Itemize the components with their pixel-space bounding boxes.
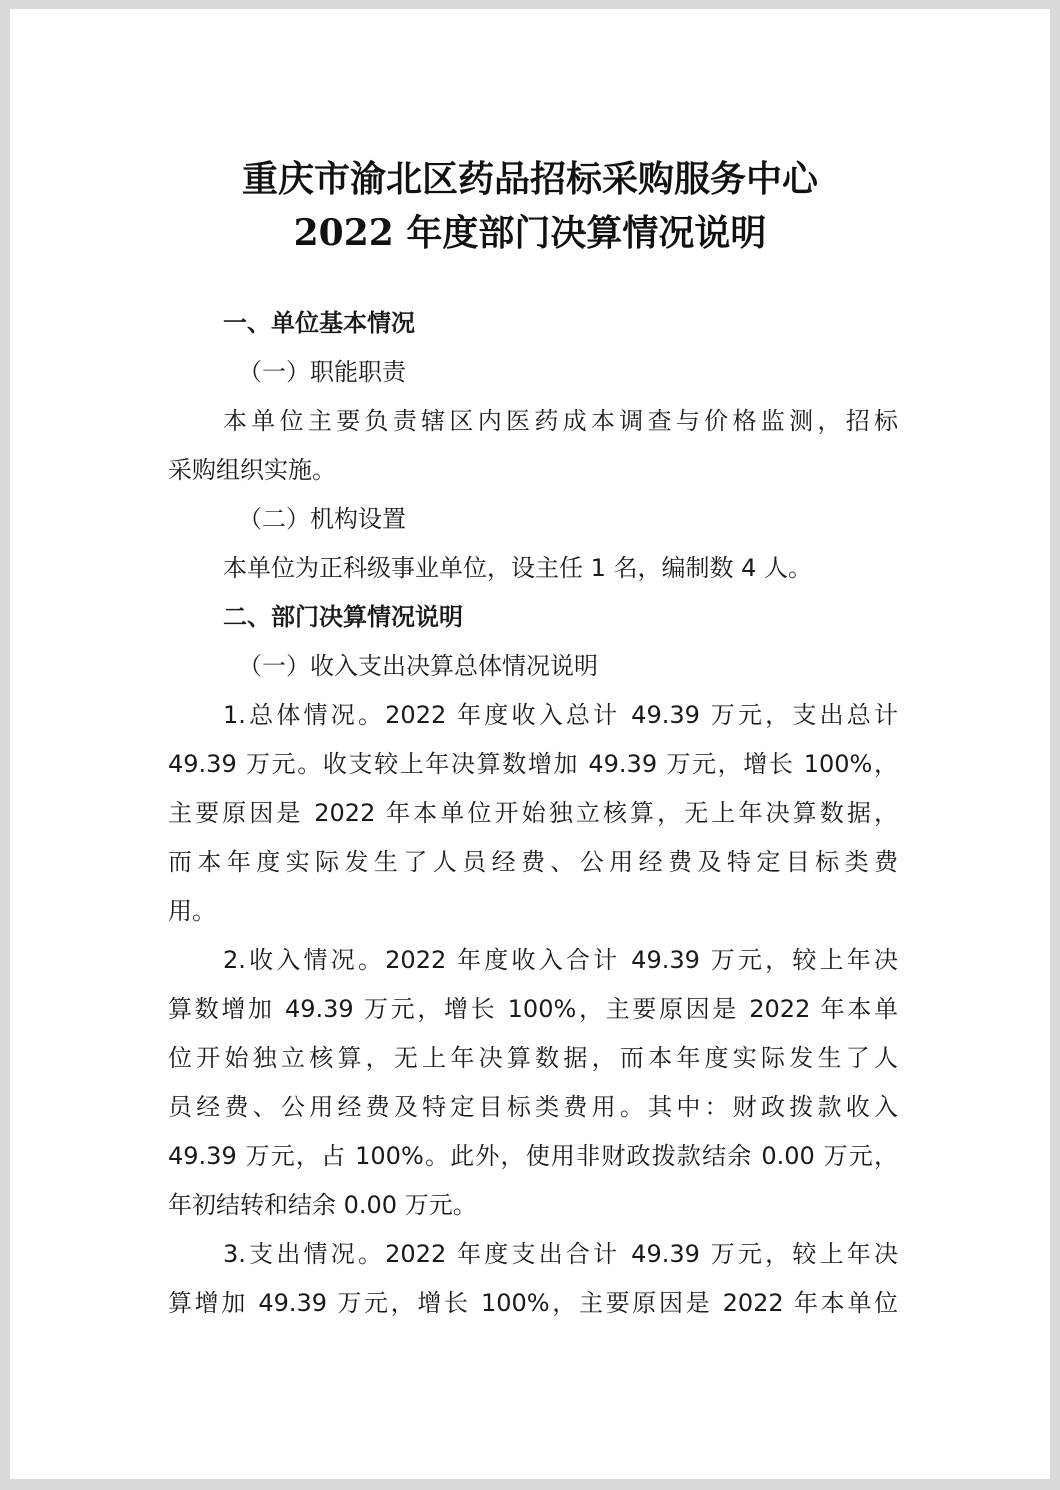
document-page (10, 9, 1050, 1479)
paragraph-line: 本单位主要负责辖区内医药成本调查与价格监测，招标 (223, 407, 898, 435)
paragraph-line: 采购组织实施。 (168, 456, 336, 484)
paragraph-line: 49.39 万元。收支较上年决算数增加 49.39 万元，增长 100%， (168, 750, 898, 778)
subsection-heading-overview: （一）收入支出决算总体情况说明 (238, 652, 598, 680)
paragraph-line: 用。 (168, 897, 216, 925)
paragraph-line: 2.收入情况。2022 年度收入合计 49.39 万元，较上年决 (223, 946, 898, 974)
paragraph-line: 49.39 万元，占 100%。此外，使用非财政拨款结余 0.00 万元， (168, 1142, 898, 1170)
section-heading-1: 一、单位基本情况 (223, 309, 415, 337)
paragraph-line: 算数增加 49.39 万元，增长 100%，主要原因是 2022 年本单 (168, 995, 898, 1023)
subsection-heading-organization: （二）机构设置 (238, 505, 406, 533)
paragraph-line: 年初结转和结余 0.00 万元。 (168, 1191, 477, 1219)
subsection-heading-functions: （一）职能职责 (238, 358, 406, 386)
paragraph-line: 1.总体情况。2022 年度收入总计 49.39 万元，支出总计 (223, 701, 898, 729)
paragraph-line: 而本年度实际发生了人员经费、公用经费及特定目标类费 (168, 848, 898, 876)
document-title-line-1: 重庆市渝北区药品招标采购服务中心 (241, 158, 818, 200)
document-title-line-2: 2022 年度部门决算情况说明 (293, 212, 767, 254)
paragraph-line: 本单位为正科级事业单位，设主任 1 名，编制数 4 人。 (223, 554, 813, 582)
paragraph-line: 3.支出情况。2022 年度支出合计 49.39 万元，较上年决 (223, 1240, 898, 1268)
paragraph-line: 算增加 49.39 万元，增长 100%，主要原因是 2022 年本单位 (168, 1289, 898, 1317)
paragraph-line: 主要原因是 2022 年本单位开始独立核算，无上年决算数据， (168, 799, 898, 827)
paragraph-line: 位开始独立核算，无上年决算数据，而本年度实际发生了人 (168, 1044, 898, 1072)
section-heading-2: 二、部门决算情况说明 (223, 603, 463, 631)
paragraph-line: 员经费、公用经费及特定目标类费用。其中：财政拨款收入 (168, 1093, 898, 1121)
